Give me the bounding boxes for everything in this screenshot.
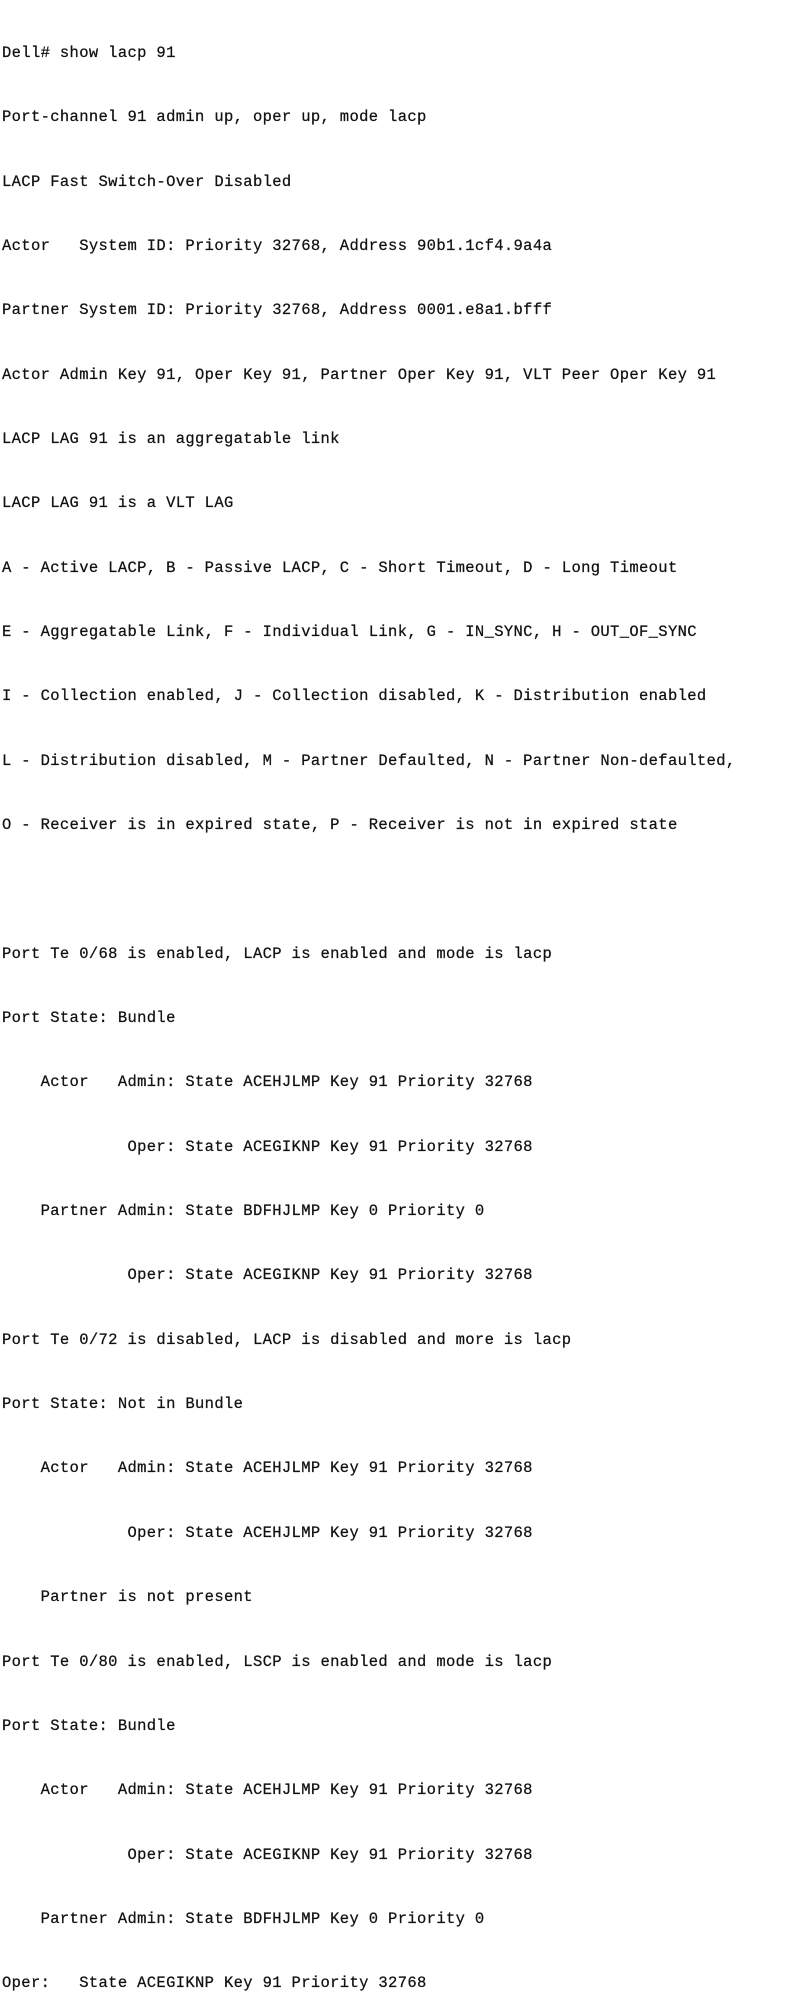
output-line: Actor System ID: Priority 32768, Address 90b1.1cf4.9a4a (2, 236, 553, 255)
port-detail-line: Oper: State ACEGIKNP Key 91 Priority 32768 (2, 1137, 533, 1156)
blank-line (2, 879, 812, 900)
port-detail-line: Actor Admin: State ACEHJLMP Key 91 Priority 32768 (2, 1459, 533, 1478)
port-detail-line: Oper: State ACEGIKNP Key 91 Priority 32768 (2, 1266, 533, 1285)
output-line: LACP Fast Switch-Over Disabled (2, 172, 292, 191)
port-detail-line: Actor Admin: State ACEHJLMP Key 91 Priority 32768 (2, 1073, 533, 1092)
command-line: Dell# show lacp 91 (2, 43, 176, 62)
port-detail-line: Partner is not present (2, 1588, 253, 1607)
output-line: LACP LAG 91 is an aggregatable link (2, 429, 340, 448)
port-detail-line: Actor Admin: State ACEHJLMP Key 91 Priority 32768 (2, 1781, 533, 1800)
port-state-line: Port State: Bundle (2, 1009, 176, 1028)
legend-line: O - Receiver is in expired state, P - Receiver is not in expired state (2, 816, 678, 835)
port-state-line: Port State: Bundle (2, 1716, 176, 1735)
port-detail-line: Oper: State ACEHJLMP Key 91 Priority 32768 (2, 1523, 533, 1542)
output-line: Port-channel 91 admin up, oper up, mode lacp (2, 108, 427, 127)
port-detail-line: Partner Admin: State BDFHJLMP Key 0 Priority 0 (2, 1202, 485, 1221)
port-detail-line: Oper: State ACEGIKNP Key 91 Priority 32768 (2, 1845, 533, 1864)
legend-line: A - Active LACP, B - Passive LACP, C - Short Timeout, D - Long Timeout (2, 558, 678, 577)
output-line: Actor Admin Key 91, Oper Key 91, Partner Oper Key 91, VLT Peer Oper Key 91 (2, 365, 717, 384)
legend-line: I - Collection enabled, J - Collection disabled, K - Distribution enabled (2, 687, 707, 706)
port-header-line: Port Te 0/68 is enabled, LACP is enabled and mode is lacp (2, 944, 553, 963)
port-detail-line: Partner Admin: State BDFHJLMP Key 0 Priority 0 (2, 1909, 485, 1928)
port-detail-line: Oper: State ACEGIKNP Key 91 Priority 32768 (2, 1974, 427, 1993)
port-state-line: Port State: Not in Bundle (2, 1395, 244, 1414)
port-header-line: Port Te 0/72 is disabled, LACP is disabled and more is lacp (2, 1330, 572, 1349)
output-line: LACP LAG 91 is a VLT LAG (2, 494, 234, 513)
legend-line: L - Distribution disabled, M - Partner Defaulted, N - Partner Non-defaulted, (2, 751, 736, 770)
port-header-line: Port Te 0/80 is enabled, LSCP is enabled and mode is lacp (2, 1652, 553, 1671)
legend-line: E - Aggregatable Link, F - Individual Link, G - IN_SYNC, H - OUT_OF_SYNC (2, 623, 697, 641)
output-line: Partner System ID: Priority 32768, Address 0001.e8a1.bfff (2, 301, 553, 320)
